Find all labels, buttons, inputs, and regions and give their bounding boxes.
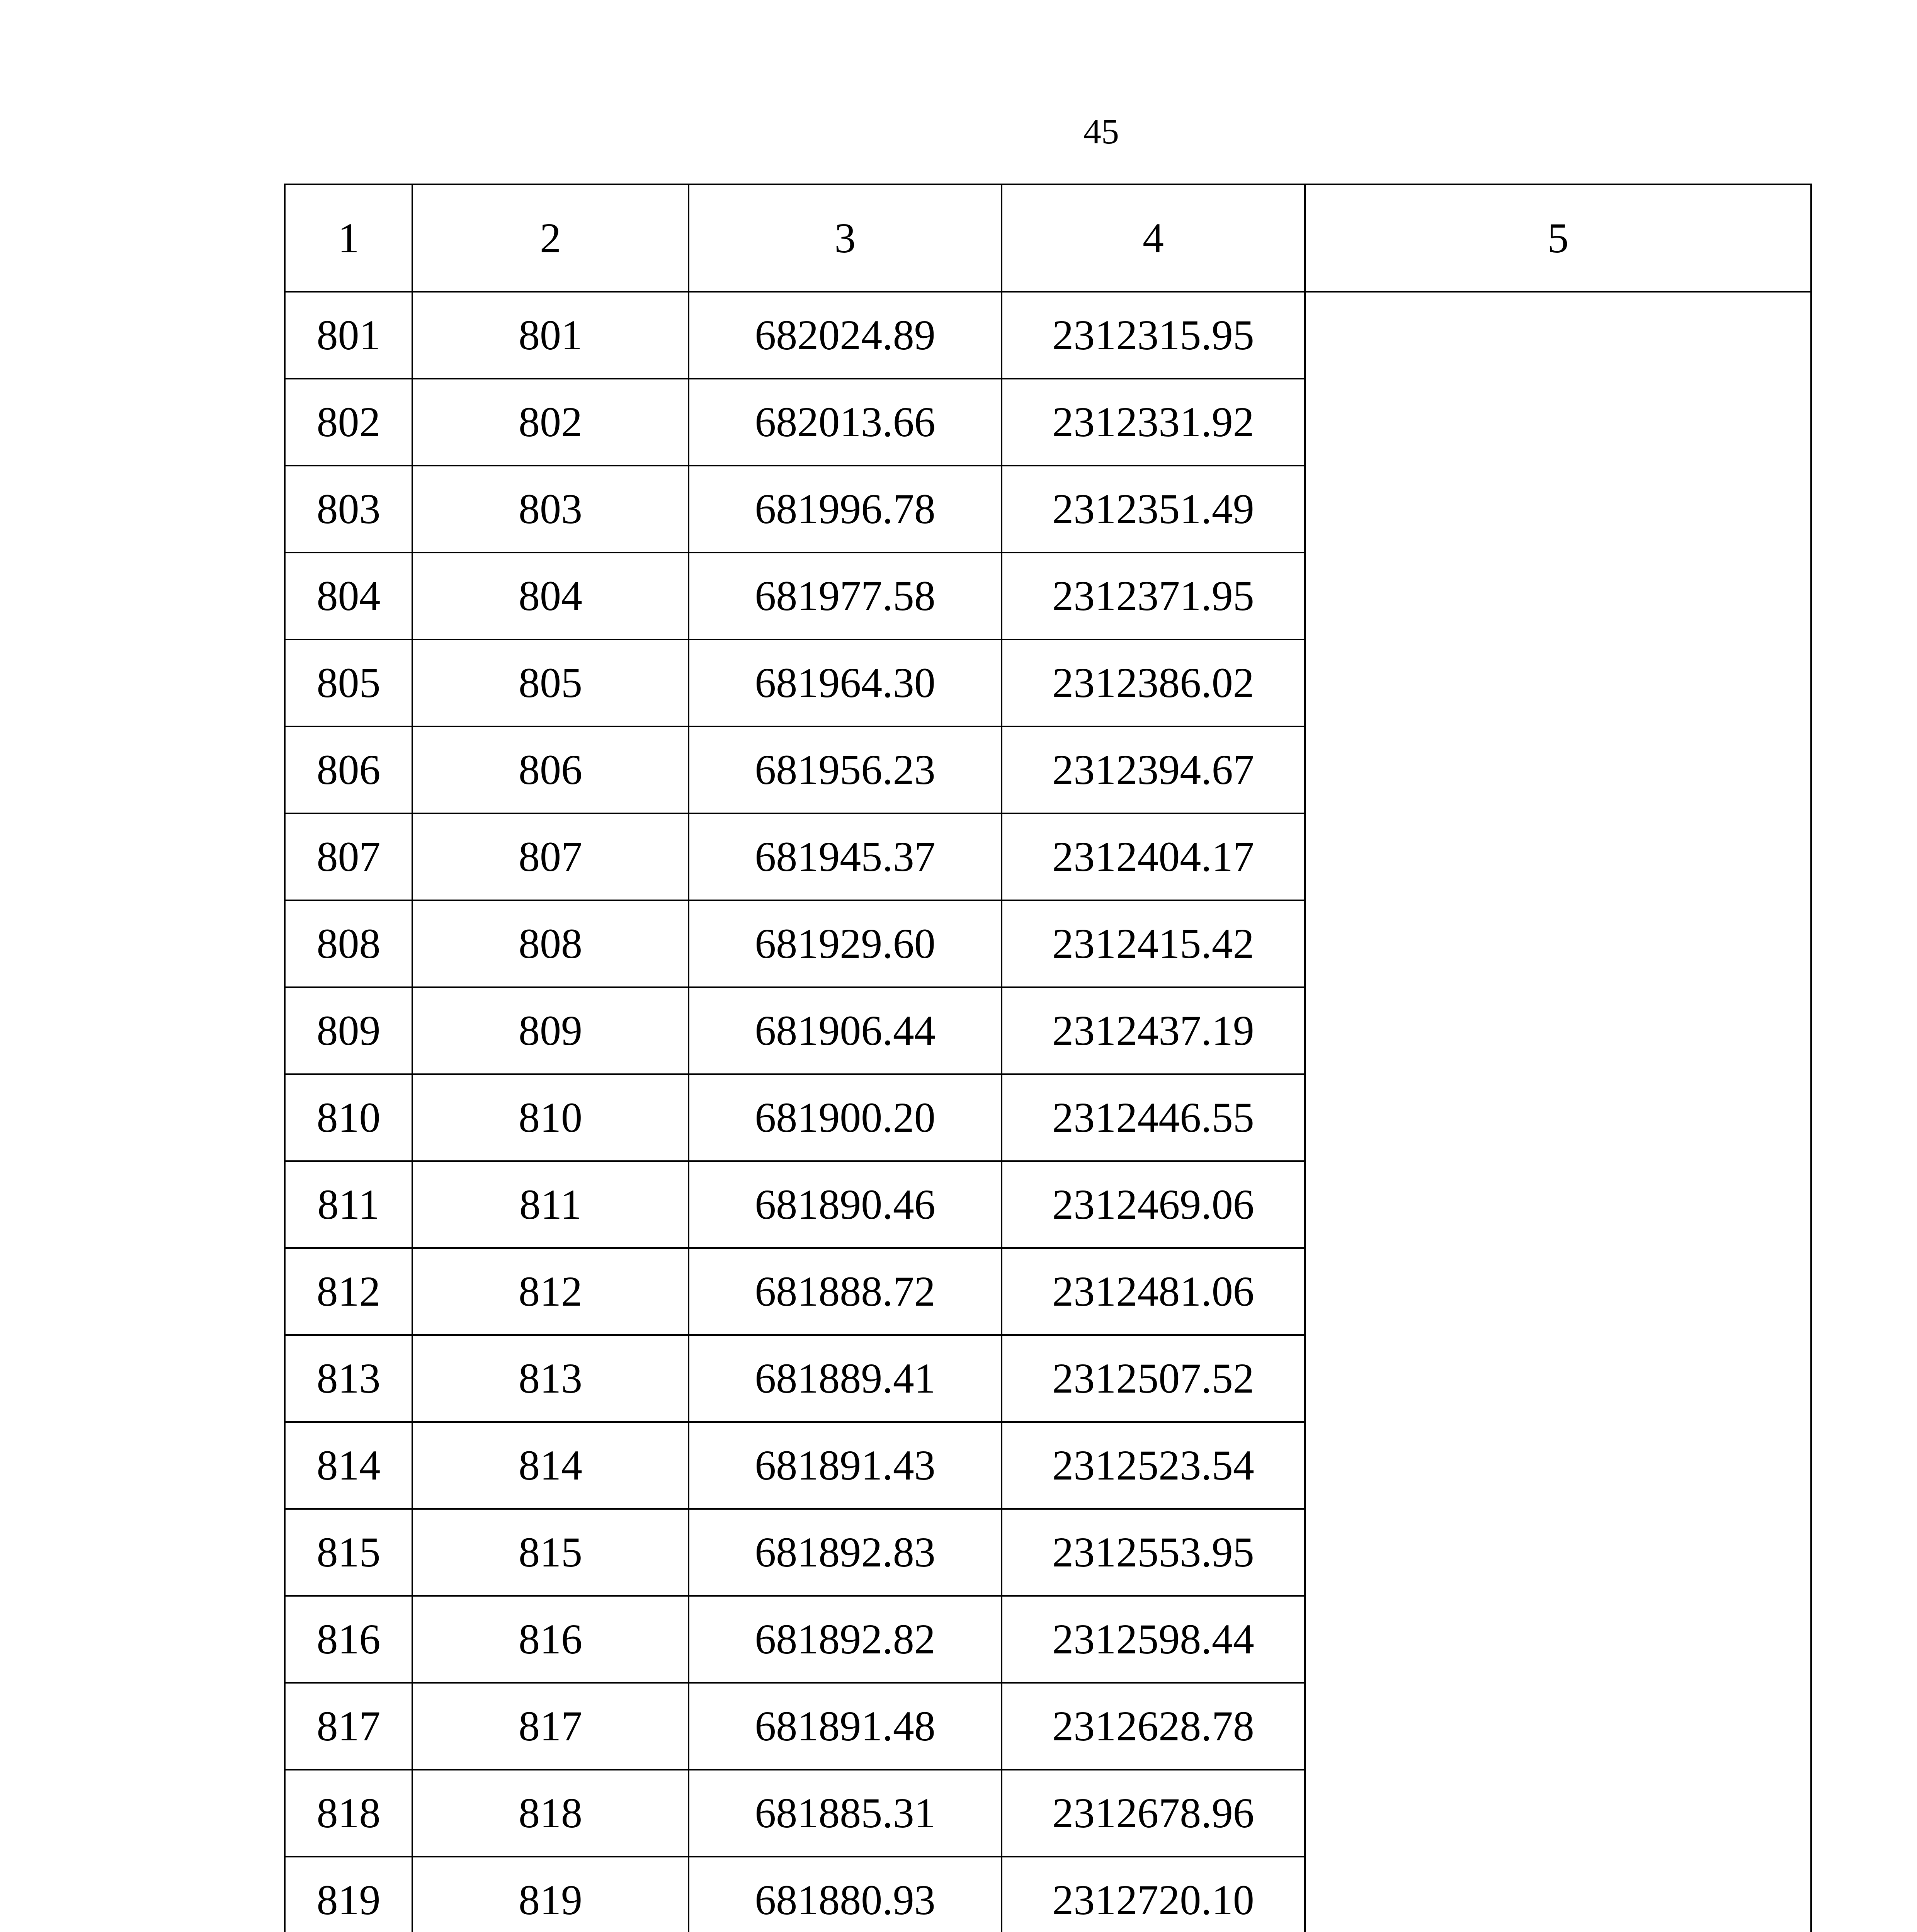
cell-col-4: 2312437.19 — [1002, 987, 1305, 1074]
header-cell-1: 1 — [285, 184, 412, 292]
cell-col-2: 817 — [412, 1683, 689, 1770]
cell-col-1: 804 — [285, 553, 412, 639]
header-row — [285, 184, 1811, 292]
cell-col-4: 2312394.67 — [1002, 726, 1305, 813]
cell-col-4: 2312404.17 — [1002, 813, 1305, 900]
cell-col-3: 681890.46 — [689, 1161, 1002, 1248]
cell-col-2: 804 — [412, 553, 689, 639]
cell-col-4: 2312523.54 — [1002, 1422, 1305, 1509]
cell-col-1: 803 — [285, 466, 412, 553]
cell-col-1: 802 — [285, 379, 412, 466]
cell-col-2: 803 — [412, 466, 689, 553]
cell-col-2: 814 — [412, 1422, 689, 1509]
table-row — [285, 292, 1811, 379]
cell-col-5-merged — [1305, 292, 1811, 1932]
cell-col-3: 682013.66 — [689, 379, 1002, 466]
cell-col-4: 2312446.55 — [1002, 1074, 1305, 1161]
cell-col-2: 801 — [412, 292, 689, 379]
cell-col-3: 682024.89 — [689, 292, 1002, 379]
cell-col-4: 2312628.78 — [1002, 1683, 1305, 1770]
coordinates-table — [284, 184, 1812, 1932]
cell-col-4: 2312386.02 — [1002, 639, 1305, 726]
cell-col-1: 811 — [285, 1161, 412, 1248]
cell-col-1: 814 — [285, 1422, 412, 1509]
header-cell-3: 3 — [689, 184, 1002, 292]
cell-col-4: 2312553.95 — [1002, 1509, 1305, 1596]
table-header — [285, 184, 1811, 292]
cell-col-4: 2312720.10 — [1002, 1857, 1305, 1932]
cell-col-3: 681885.31 — [689, 1770, 1002, 1857]
cell-col-2: 809 — [412, 987, 689, 1074]
cell-col-2: 813 — [412, 1335, 689, 1422]
cell-col-3: 681906.44 — [689, 987, 1002, 1074]
cell-col-1: 817 — [285, 1683, 412, 1770]
cell-col-1: 812 — [285, 1248, 412, 1335]
table-body — [285, 292, 1811, 1932]
cell-col-1: 806 — [285, 726, 412, 813]
cell-col-3: 681900.20 — [689, 1074, 1002, 1161]
cell-col-2: 806 — [412, 726, 689, 813]
cell-col-1: 805 — [285, 639, 412, 726]
cell-col-3: 681977.58 — [689, 553, 1002, 639]
cell-col-1: 813 — [285, 1335, 412, 1422]
cell-col-3: 681891.48 — [689, 1683, 1002, 1770]
cell-col-4: 2312481.06 — [1002, 1248, 1305, 1335]
header-cell-5: 5 — [1305, 184, 1811, 292]
cell-col-2: 810 — [412, 1074, 689, 1161]
cell-col-2: 805 — [412, 639, 689, 726]
cell-col-2: 807 — [412, 813, 689, 900]
cell-col-3: 681964.30 — [689, 639, 1002, 726]
cell-col-3: 681945.37 — [689, 813, 1002, 900]
cell-col-3: 681956.23 — [689, 726, 1002, 813]
cell-col-1: 807 — [285, 813, 412, 900]
cell-col-2: 815 — [412, 1509, 689, 1596]
cell-col-4: 2312415.42 — [1002, 900, 1305, 987]
cell-col-3: 681892.83 — [689, 1509, 1002, 1596]
cell-col-2: 812 — [412, 1248, 689, 1335]
cell-col-3: 681929.60 — [689, 900, 1002, 987]
cell-col-2: 819 — [412, 1857, 689, 1932]
cell-col-1: 818 — [285, 1770, 412, 1857]
cell-col-3: 681892.82 — [689, 1596, 1002, 1683]
cell-col-1: 801 — [285, 292, 412, 379]
cell-col-1: 815 — [285, 1509, 412, 1596]
page-number: 45 — [1084, 112, 1119, 151]
cell-col-4: 2312507.52 — [1002, 1335, 1305, 1422]
cell-col-2: 818 — [412, 1770, 689, 1857]
cell-col-1: 808 — [285, 900, 412, 987]
cell-col-4: 2312371.95 — [1002, 553, 1305, 639]
cell-col-4: 2312351.49 — [1002, 466, 1305, 553]
cell-col-1: 816 — [285, 1596, 412, 1683]
cell-col-1: 810 — [285, 1074, 412, 1161]
cell-col-1: 809 — [285, 987, 412, 1074]
cell-col-2: 811 — [412, 1161, 689, 1248]
cell-col-3: 681888.72 — [689, 1248, 1002, 1335]
cell-col-3: 681996.78 — [689, 466, 1002, 553]
cell-col-2: 808 — [412, 900, 689, 987]
cell-col-3: 681880.93 — [689, 1857, 1002, 1932]
cell-col-3: 681889.41 — [689, 1335, 1002, 1422]
header-cell-4: 4 — [1002, 184, 1305, 292]
cell-col-4: 2312678.96 — [1002, 1770, 1305, 1857]
cell-col-4: 2312331.92 — [1002, 379, 1305, 466]
cell-col-2: 816 — [412, 1596, 689, 1683]
cell-col-1: 819 — [285, 1857, 412, 1932]
cell-col-2: 802 — [412, 379, 689, 466]
cell-col-4: 2312469.06 — [1002, 1161, 1305, 1248]
cell-col-3: 681891.43 — [689, 1422, 1002, 1509]
cell-col-4: 2312315.95 — [1002, 292, 1305, 379]
header-cell-2: 2 — [412, 184, 689, 292]
cell-col-4: 2312598.44 — [1002, 1596, 1305, 1683]
